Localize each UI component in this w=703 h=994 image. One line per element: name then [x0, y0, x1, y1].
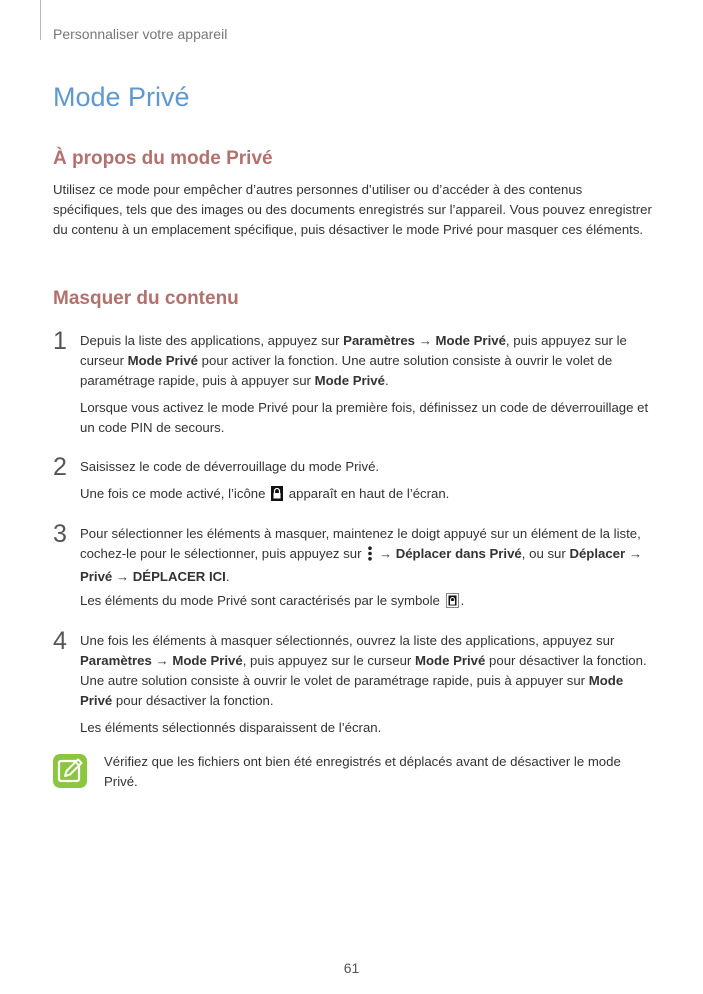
step-3-number: 3	[53, 520, 67, 548]
section-heading-about: À propos du mode Privé	[53, 148, 273, 169]
step-2-text: Saisissez le code de déverrouillage du mode Privé.	[80, 459, 380, 474]
step-3-text: Pour sélectionner les éléments à masquer, maintenez le doigt appuyé sur un élément de la liste, cochez-le pour le sélectionner, puis appuyez sur → Déplacer dans Privé, ou sur Déplacer → Privé → DÉPLACER ICI.	[80, 526, 643, 584]
step-3-subtext: Les éléments du mode Privé sont caractérisés par le symbole .	[80, 591, 655, 614]
private-mode-status-icon	[271, 486, 283, 507]
page-number: 61	[343, 960, 360, 976]
note-pencil-icon	[53, 754, 87, 788]
header-rule	[40, 0, 41, 40]
step-1-number: 1	[53, 327, 67, 355]
section-about-body: Utilisez ce mode pour empêcher d’autres personnes d’utiliser ou d’accéder à des contenus spécifiques, tels que des images ou des documents enregistrés sur l’appareil. Vous pouvez enregistrer du contenu à un emplacement spécifique, puis désactiver le mode Privé pour masquer ces éléments.	[53, 182, 652, 237]
step-2-subtext: Une fois ce mode activé, l’icône apparaît en haut de l’écran.	[80, 484, 655, 507]
page-title: Mode Privé	[53, 82, 190, 112]
private-item-symbol-icon	[446, 593, 459, 614]
step-1-text: Depuis la liste des applications, appuyez sur Paramètres → Mode Privé, puis appuyez sur le curseur Mode Privé pour activer la fonction. Une autre solution consiste à ouvrir le volet de paramétrage rapide, puis à appuyer sur Mode Privé.	[80, 333, 627, 388]
step-2-number: 2	[53, 453, 67, 481]
step-1-subtext: Lorsque vous activez le mode Privé pour la première fois, définissez un code de déverrouillage et un code PIN de secours.	[80, 400, 649, 435]
running-header: Personnaliser votre appareil	[53, 26, 228, 42]
step-4-text: Une fois les éléments à masquer sélectionnés, ouvrez la liste des applications, appuyez sur Paramètres → Mode Privé, puis appuyez sur le curseur Mode Privé pour désactiver la fonction. Une autre solution consiste à ouvrir le volet de paramétrage rapide, puis à appuyer sur Mode Privé pour désactiver la fonction.	[80, 633, 647, 708]
note-text: Vérifiez que les fichiers ont bien été enregistrés et déplacés avant de désactiver le mode Privé.	[104, 754, 621, 789]
step-4-subtext: Les éléments sélectionnés disparaissent de l’écran.	[80, 720, 382, 735]
step-4-number: 4	[53, 627, 67, 655]
more-options-icon	[367, 546, 373, 567]
section-heading-hide: Masquer du contenu	[53, 288, 239, 309]
